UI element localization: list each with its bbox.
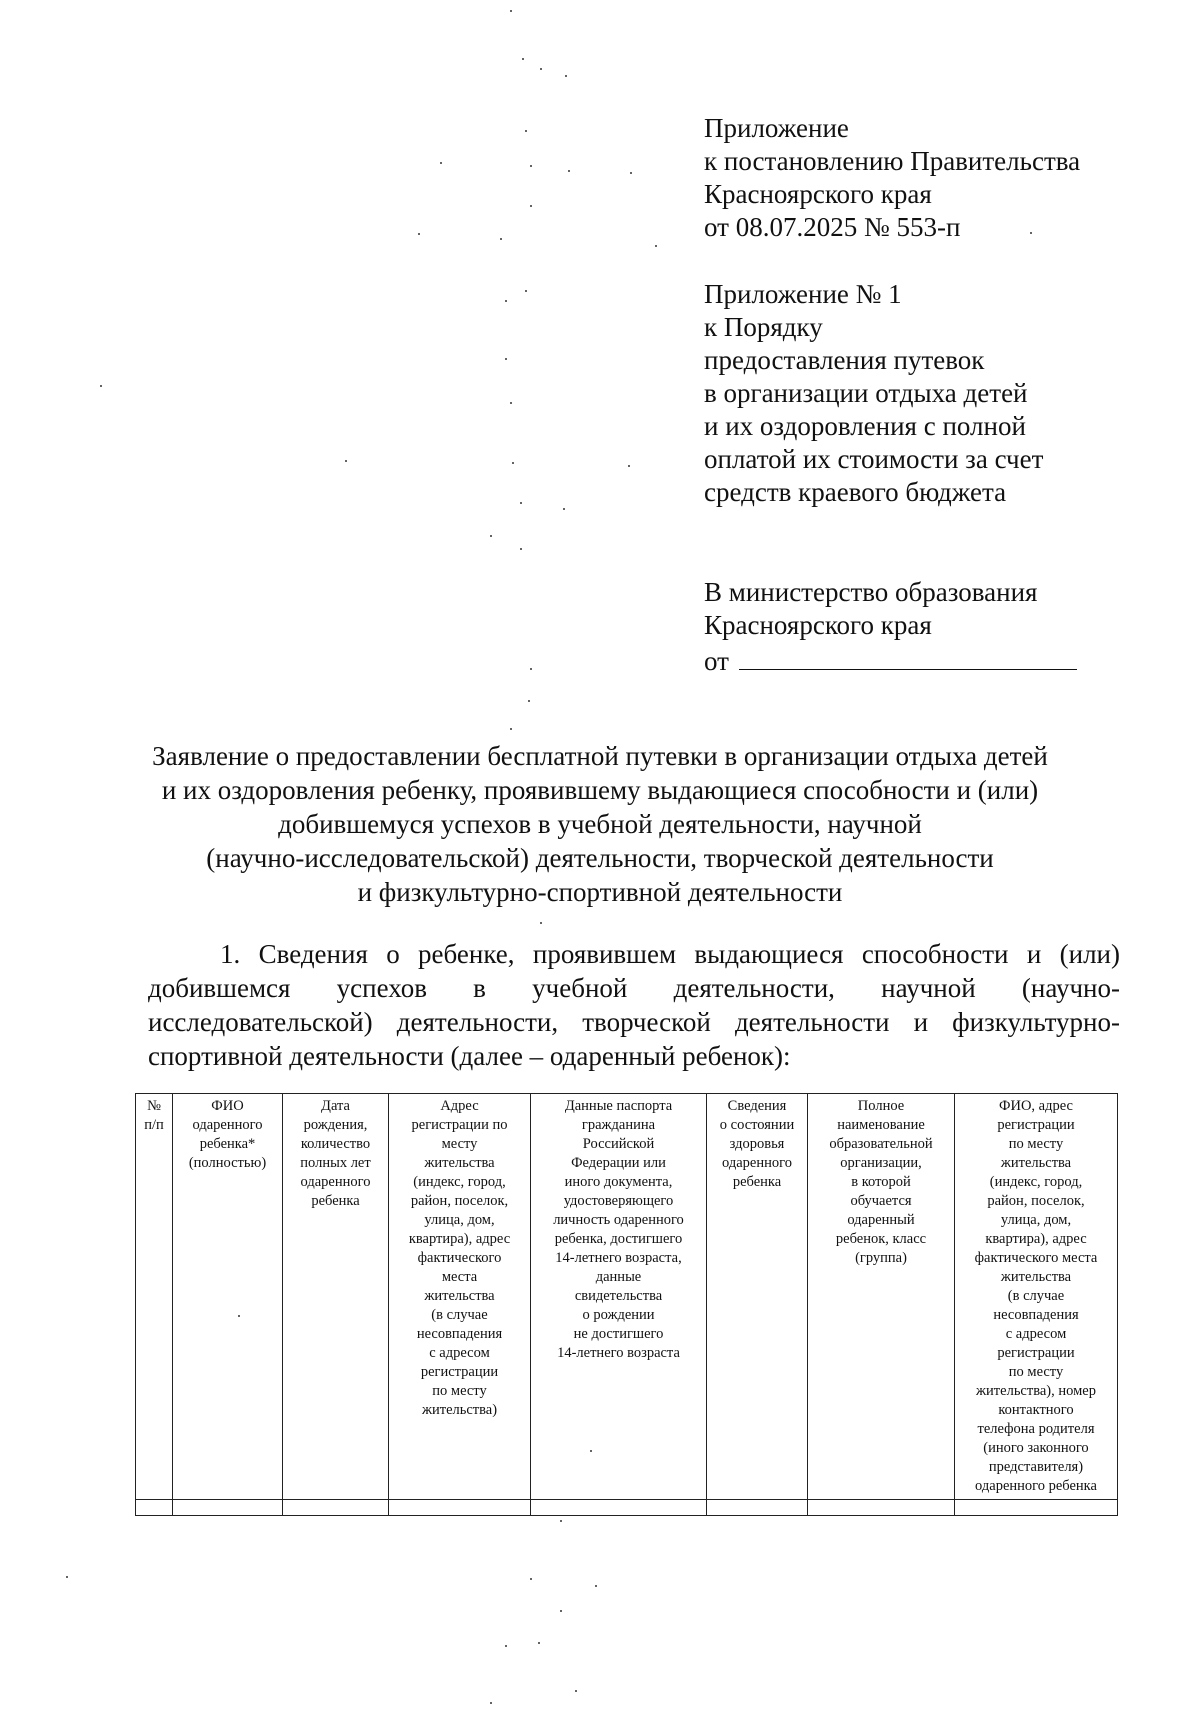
addressee-line: Красноярского края xyxy=(704,610,932,640)
section-1-paragraph xyxy=(148,937,1120,1073)
paragraph-line: исследовательской) деятельности, творческой деятельности и физкультурно- xyxy=(148,1007,1120,1037)
table-cell[interactable] xyxy=(283,1500,389,1516)
paragraph-line: 1. Сведения о ребенке, проявившем выдающиеся способности и (или) xyxy=(220,939,1120,969)
from-row xyxy=(704,642,1077,678)
gifted-child-data-table xyxy=(135,1093,1118,1516)
table-cell[interactable] xyxy=(389,1500,531,1516)
column-header: Адрес регистрации по месту жительства (индекс, город, район, поселок, улица, дом, квартира), адрес фактического места жительства (в случае несовпадения с адресом регистрации по месту жительства) xyxy=(389,1094,531,1500)
appendix-header xyxy=(704,112,1080,244)
appendix-line: к постановлению Правительства xyxy=(704,146,1081,176)
column-header: Полное наименование образовательной организации, в которой обучается одаренный ребенок, класс (группа) xyxy=(808,1094,955,1500)
column-header: Сведения о состоянии здоровья одаренного ребенка xyxy=(707,1094,808,1500)
column-header: Дата рождения, количество полных лет одаренного ребенка xyxy=(283,1094,389,1500)
addressee-line: В министерство образования xyxy=(704,577,1038,607)
order-line: к Порядку xyxy=(704,312,823,342)
table-cell[interactable] xyxy=(808,1500,955,1516)
order-line: Приложение № 1 xyxy=(704,279,902,309)
appendix-line: Приложение xyxy=(704,113,849,143)
from-label: от xyxy=(704,646,729,676)
paragraph-line: спортивной деятельности (далее – одаренный ребенок): xyxy=(148,1041,791,1071)
column-header: ФИО, адрес регистрации по месту жительства (индекс, город, район, поселок, улица, дом, квартира), адрес фактического места жительства (в случае несовпадения с адресом регистрации по месту жительства), номер контактного телефона родителя (иного законного представителя) одаренного ребенка xyxy=(955,1094,1118,1500)
column-header: ФИО одаренного ребенка* (полностью) xyxy=(173,1094,283,1500)
order-line: и их оздоровления с полной xyxy=(704,411,1026,441)
addressee-block xyxy=(704,576,1077,678)
order-line: средств краевого бюджета xyxy=(704,477,1007,507)
table-row xyxy=(136,1500,1118,1516)
statement-title xyxy=(140,739,1060,909)
table-cell[interactable] xyxy=(136,1500,173,1516)
title-line: добившемуся успехов в учебной деятельности, научной xyxy=(278,809,922,839)
appendix-line: от 08.07.2025 № 553-п xyxy=(704,212,961,242)
title-line: (научно-исследовательской) деятельности, творческой деятельности xyxy=(206,843,994,873)
order-line: предоставления путевок xyxy=(704,345,985,375)
title-line: и физкультурно-спортивной деятельности xyxy=(357,877,843,907)
order-line: оплатой их стоимости за счет xyxy=(704,444,1044,474)
column-header: № п/п xyxy=(136,1094,173,1500)
applicant-name-blank[interactable] xyxy=(739,642,1077,670)
table-cell[interactable] xyxy=(173,1500,283,1516)
paragraph-line: добившемся успехов в учебной деятельности, научной (научно- xyxy=(148,973,1120,1003)
appendix-line: Красноярского края xyxy=(704,179,932,209)
title-line: Заявление о предоставлении бесплатной путевки в организации отдыха детей xyxy=(152,741,1048,771)
title-line: и их оздоровления ребенку, проявившему выдающиеся способности и (или) xyxy=(161,775,1039,805)
table-cell[interactable] xyxy=(955,1500,1118,1516)
table-cell[interactable] xyxy=(707,1500,808,1516)
order-appendix-header xyxy=(704,278,1043,509)
table-cell[interactable] xyxy=(531,1500,707,1516)
column-header: Данные паспорта гражданина Российской Федерации или иного документа, удостоверяющего личность одаренного ребенка, достигшего 14-летнего возраста, данные свидетельства о рождении не достигшего 14-летнего возраста xyxy=(531,1094,707,1500)
order-line: в организации отдыха детей xyxy=(704,378,1028,408)
table-header-row xyxy=(136,1094,1118,1500)
